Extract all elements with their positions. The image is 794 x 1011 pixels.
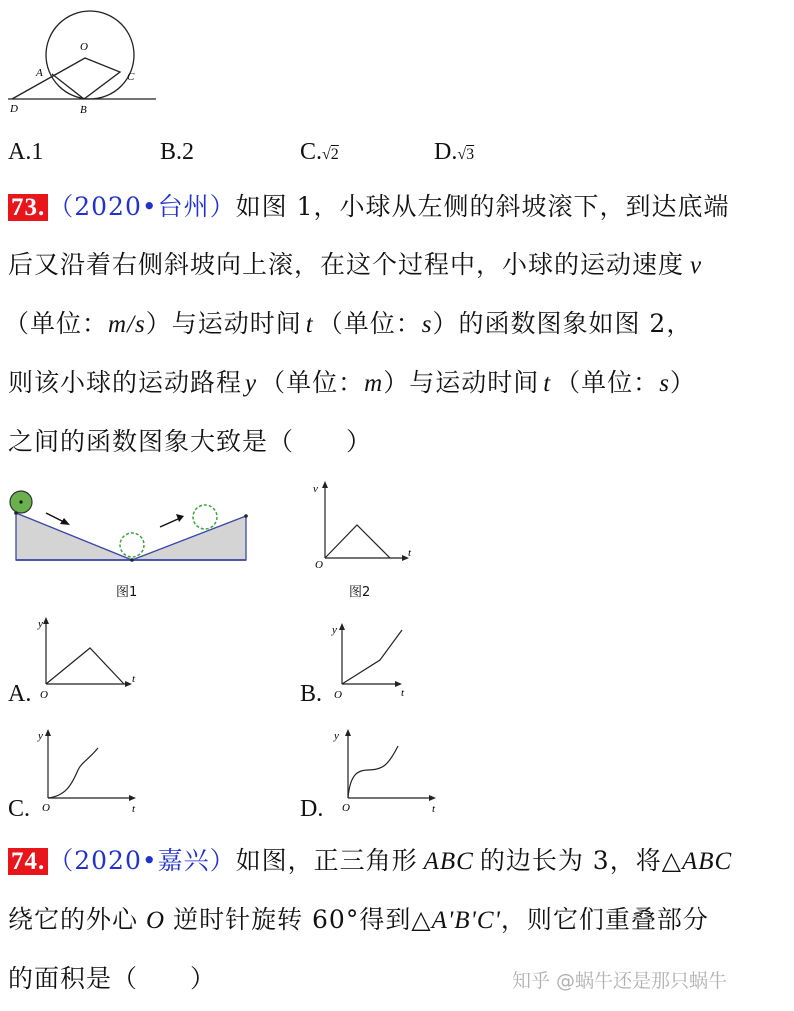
q72-label-d: D xyxy=(10,103,18,115)
q74-text: 的边长为 3，将△ xyxy=(479,846,682,875)
q72-option-d-radicand: 3 xyxy=(466,146,475,163)
q73-text: 后又沿着右侧斜坡向上滚，在这个过程中，小球的运动速度 xyxy=(8,250,685,279)
q73-option-d-label-t: t xyxy=(432,803,436,815)
q72-option-b: B.2 xyxy=(160,139,195,165)
q74-line-1 xyxy=(8,846,732,877)
q73-option-a-label-o: O xyxy=(40,689,48,701)
q73-option-d-label-o: O xyxy=(342,802,350,814)
q73-var-v: v xyxy=(690,252,703,279)
q73-option-c-graph xyxy=(28,722,148,817)
q72-label-a: A xyxy=(36,67,43,79)
q73-text: 之间的函数图象大致是（ ） xyxy=(8,427,373,456)
q73-text: （单位： xyxy=(260,368,365,397)
q72-option-c xyxy=(300,139,339,166)
arrow-icon xyxy=(160,519,178,527)
q73-source: （2020•台州） xyxy=(48,192,236,221)
q73-line-3 xyxy=(4,309,692,340)
ball-ghost-icon xyxy=(193,505,217,529)
q72-figure xyxy=(0,0,170,125)
q73-line-5 xyxy=(8,427,372,457)
q73-option-c-label-t: t xyxy=(132,803,136,815)
q74-var-abc-prime: A'B'C' xyxy=(431,907,501,934)
q73-option-c-label-y: y xyxy=(38,730,43,742)
q73-text: ）的函数图象如图 2， xyxy=(432,309,693,338)
q74-text: 的面积是（ ） xyxy=(8,964,217,993)
q73-text: 如图 1，小球从左侧的斜坡滚下，到达底端 xyxy=(235,192,730,221)
q73-option-a-label-t: t xyxy=(132,673,136,685)
q73-text: ） xyxy=(669,368,696,397)
q73-option-d-letter: D. xyxy=(300,796,324,822)
q73-option-d-graph xyxy=(322,722,442,817)
sqrt-icon: √ xyxy=(457,146,467,163)
q73-figure-1-caption: 图1 xyxy=(116,585,138,600)
q73-option-b-label-o: O xyxy=(334,689,342,701)
q74-var-abc: ABC xyxy=(423,848,474,875)
q73-figure-2 xyxy=(305,478,425,573)
q74-text: 逆时针旋转 60°得到△ xyxy=(173,905,432,934)
q73-var-ms: m/s xyxy=(108,311,146,338)
q73-fig2-label-o: O xyxy=(315,559,323,571)
q72-option-c-letter: C. xyxy=(300,139,323,165)
q72-option-a: A.1 xyxy=(8,139,44,165)
q73-fig2-label-t: t xyxy=(408,547,412,559)
q74-var-o: O xyxy=(146,907,166,934)
q73-text: （单位： xyxy=(555,368,660,397)
q73-option-b-letter: B. xyxy=(300,681,323,707)
q73-var-m: m xyxy=(364,370,384,397)
q73-option-a-label-y: y xyxy=(38,618,43,630)
q74-source: （2020•嘉兴） xyxy=(48,846,236,875)
q72-option-c-radicand: 2 xyxy=(330,146,339,163)
q73-text: 则该小球的运动路程 xyxy=(8,368,243,397)
q73-var-s: s xyxy=(421,311,433,338)
q73-number: 73. xyxy=(8,194,48,221)
q74-var-abc-2: ABC xyxy=(681,848,733,875)
q72-label-b: B xyxy=(80,104,87,116)
q74-line-3 xyxy=(8,964,216,994)
q73-text: （单位： xyxy=(4,309,109,338)
q73-line-2 xyxy=(8,250,702,281)
q73-text: ）与运动时间 xyxy=(383,368,540,397)
q73-option-a-graph xyxy=(28,612,148,702)
q72-label-o: O xyxy=(80,41,88,53)
ball-ghost-icon xyxy=(120,533,144,557)
q73-var-s2: s xyxy=(659,370,670,397)
q72-option-d xyxy=(434,139,474,166)
q73-var-y: y xyxy=(245,370,258,397)
q73-option-c-letter: C. xyxy=(8,796,31,822)
q73-option-c-label-o: O xyxy=(42,802,50,814)
q74-line-2 xyxy=(8,905,709,936)
sqrt-icon: √ xyxy=(322,146,331,163)
q73-line-4 xyxy=(8,368,696,399)
q73-text: （单位： xyxy=(317,309,422,338)
q73-option-b-label-y: y xyxy=(332,624,337,636)
q73-option-d-label-y: y xyxy=(334,730,339,742)
q74-text: ，则它们重叠部分 xyxy=(500,905,709,934)
q74-number: 74. xyxy=(8,848,48,875)
arrow-icon xyxy=(46,513,64,522)
q72-label-c: C xyxy=(127,71,135,83)
q74-text: 绕它的外心 xyxy=(8,905,139,934)
q73-figure-1 xyxy=(0,480,260,580)
q73-text: ）与运动时间 xyxy=(145,309,302,338)
q73-fig2-label-v: v xyxy=(313,483,318,495)
q73-option-b-label-t: t xyxy=(401,687,405,699)
q73-var-t: t xyxy=(305,311,314,338)
q72-option-d-letter: D. xyxy=(434,139,458,165)
watermark: 知乎 @蜗牛还是那只蜗牛 xyxy=(512,970,728,992)
q73-var-t2: t xyxy=(543,370,552,397)
q73-line-1 xyxy=(8,192,729,223)
q74-text: 如图，正三角形 xyxy=(235,846,418,875)
q73-option-b-graph xyxy=(322,618,422,703)
q73-option-a-letter: A. xyxy=(8,681,32,707)
q73-figure-2-caption: 图2 xyxy=(349,585,371,600)
